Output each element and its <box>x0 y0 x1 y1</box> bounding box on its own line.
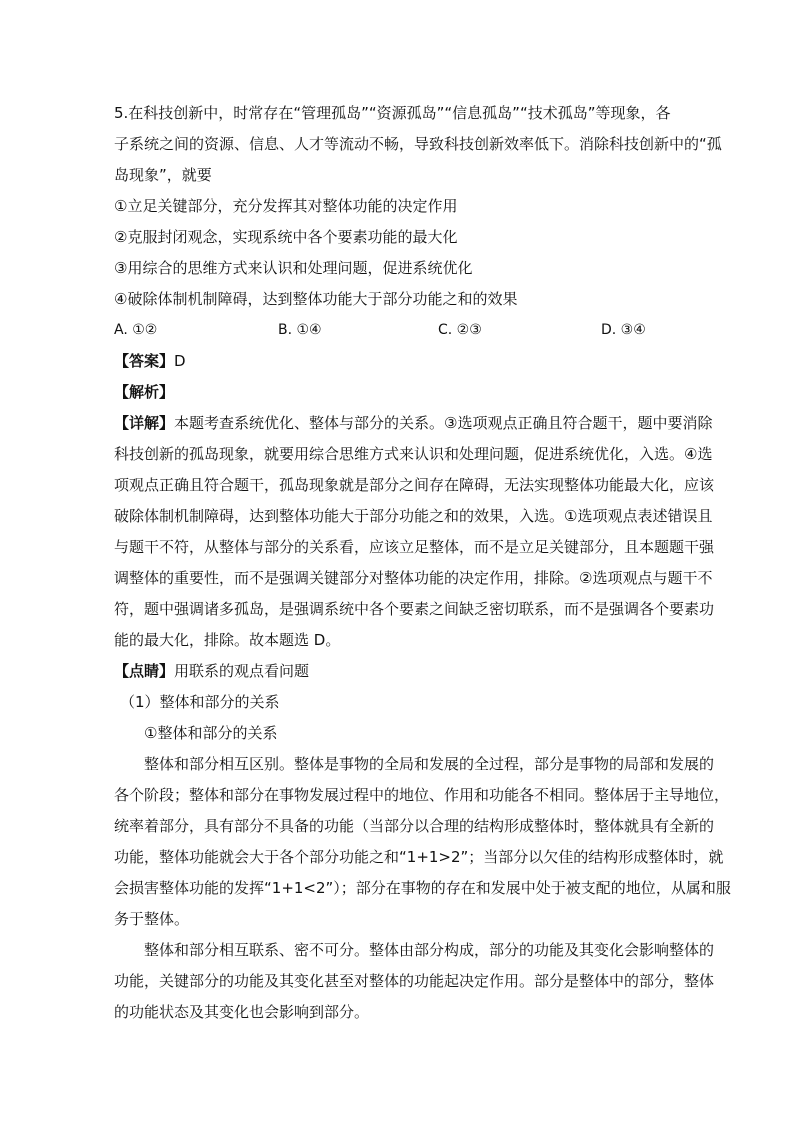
answer-line <box>114 346 682 377</box>
question-line: 岛现象”，就要 <box>114 166 212 184</box>
document-page <box>114 98 731 1028</box>
detail-line: 符，题中强调诸多孤岛，是强调系统中各个要素之间缺乏密切联系，而不是强调各个要素功 <box>114 600 715 618</box>
para1-line: 会损害整体功能的发挥“1+1<2”）；部分在事物的存在和发展中处于被支配的地位，从属和服 <box>114 879 731 897</box>
option-a: A. ①② <box>114 322 158 338</box>
para1-line: 务于整体。 <box>114 910 190 928</box>
question-line: 5.在科技创新中，时常存在“管理孤岛”“资源孤岛”“信息孤岛”“技术孤岛”等现象，各 <box>114 104 671 122</box>
analysis-heading <box>114 377 682 408</box>
detail-tag: 【详解】 <box>114 414 175 432</box>
detail-text: 本题考查系统优化、整体与部分的关系。③选项观点正确且符合题干，题中要消除 <box>174 414 713 432</box>
option-d: D. ③④ <box>601 322 646 338</box>
tip-title: 用联系的观点看问题 <box>174 662 310 680</box>
answer-value: D <box>174 352 186 370</box>
question-line: 子系统之间的资源、信息、人才等流动不畅，导致科技创新效率低下。消除科技创新中的“孤 <box>114 135 722 153</box>
option-c: C. ②③ <box>438 322 482 338</box>
para1-line: 功能，整体功能就会大于各个部分功能之和“1+1>2”；当部分以欠佳的结构形成整体时，就 <box>114 848 724 866</box>
para2-line: 的功能状态及其变化也会影响到部分。 <box>114 1003 370 1021</box>
statement-4: ④破除体制机制障碍，达到整体功能大于部分功能之和的效果 <box>114 290 518 308</box>
detail-line: 调整体的重要性，而不是强调关键部分对整体功能的决定作用，排除。②选项观点与题干不 <box>114 569 713 587</box>
tip-subsection: ①整体和部分的关系 <box>144 724 278 742</box>
option-b: B. ①④ <box>278 322 322 338</box>
para2-line: 功能，关键部分的功能及其变化甚至对整体的功能起决定作用。部分是整体中的部分，整体 <box>114 972 715 990</box>
para1-line: 统率着部分，具有部分不具备的功能（当部分以合理的结构形成整体时，整体就具有全新的 <box>114 817 715 835</box>
detail-line: 项观点正确且符合题干，孤岛现象就是部分之间存在障碍，无法实现整体功能最大化，应该 <box>114 476 715 494</box>
para1-line: 整体和部分相互区别。整体是事物的全局和发展的全过程，部分是事物的局部和发展的 <box>144 755 715 773</box>
detail-line: 科技创新的孤岛现象，就要用综合思维方式来认识和处理问题，促进系统优化，入选。④选 <box>114 445 713 463</box>
detail-line: 能的最大化，排除。故本题选 D。 <box>114 631 341 649</box>
answer-tag: 【答案】 <box>114 352 175 370</box>
answer-options <box>114 315 682 346</box>
tip-section: （1）整体和部分的关系 <box>120 693 280 711</box>
statement-3: ③用综合的思维方式来认识和处理问题，促进系统优化 <box>114 259 473 277</box>
detail-line: 破除体制机制障碍，达到整体功能大于部分功能之和的效果，入选。①选项观点表述错误且 <box>114 507 713 525</box>
detail-line: 与题干不符，从整体与部分的关系看，应该立足整体，而不是立足关键部分，且本题题干强 <box>114 538 715 556</box>
para2-line: 整体和部分相互联系、密不可分。整体由部分构成，部分的功能及其变化会影响整体的 <box>144 941 715 959</box>
tip-line <box>114 656 682 687</box>
statement-1: ①立足关键部分，充分发挥其对整体功能的决定作用 <box>114 197 458 215</box>
detail-line <box>114 408 713 439</box>
tip-tag: 【点睛】 <box>114 662 175 680</box>
statement-2: ②克服封闭观念，实现系统中各个要素功能的最大化 <box>114 228 458 246</box>
para1-line: 各个阶段；整体和部分在事物发展过程中的地位、作用和功能各不相同。整体居于主导地位， <box>114 786 730 804</box>
analysis-tag: 【解析】 <box>114 383 175 401</box>
